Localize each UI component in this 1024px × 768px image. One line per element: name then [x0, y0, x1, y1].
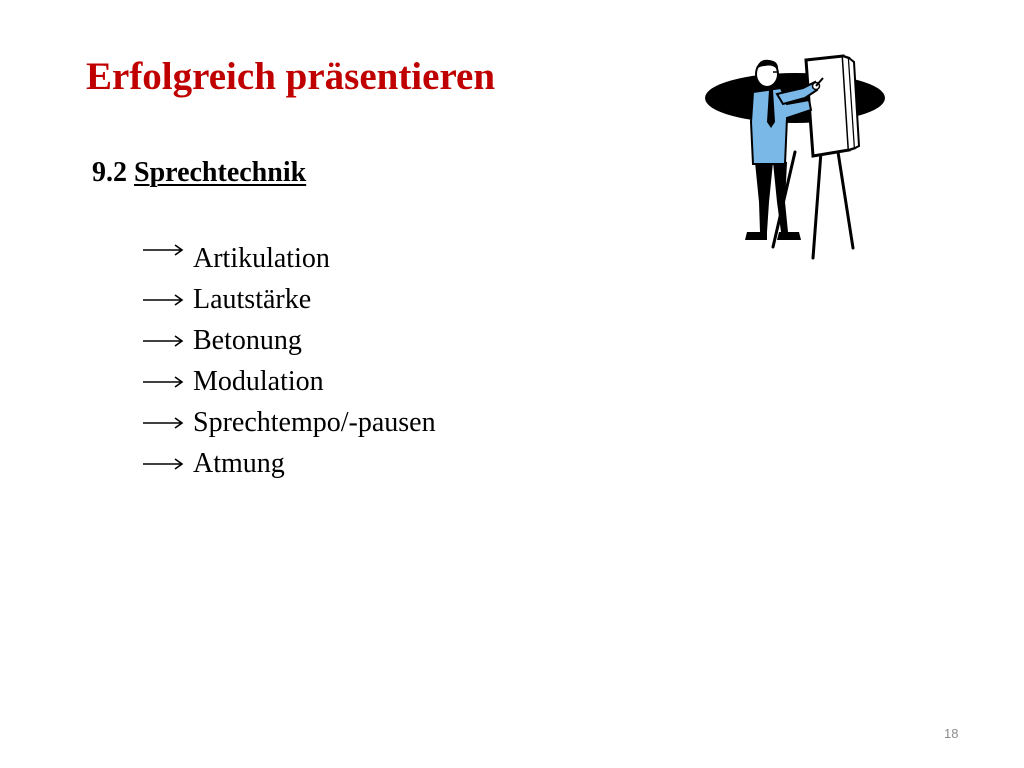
section-heading [92, 157, 306, 189]
presenter-flipchart-illustration [703, 52, 887, 264]
list-item-label: Atmung [193, 447, 285, 479]
long-right-arrow-icon [142, 375, 186, 389]
list-item [142, 402, 436, 443]
long-right-arrow-icon [142, 334, 186, 348]
list-item [142, 320, 436, 361]
list-item-label: Artikulation [193, 242, 330, 274]
list-item-label: Sprechtempo/-pausen [193, 406, 436, 438]
slide-title: Erfolgreich präsentieren [86, 55, 496, 98]
long-right-arrow-icon [142, 293, 186, 307]
list-item [142, 361, 436, 402]
presenter-legs [745, 162, 801, 240]
flipchart-pad [806, 56, 859, 156]
presenter-head [756, 60, 778, 87]
topic-list [142, 238, 436, 484]
section-number: 9.2 [92, 157, 127, 188]
page-number: 18 [944, 726, 959, 741]
list-item [142, 238, 436, 279]
list-item-label: Lautstärke [193, 283, 312, 315]
list-item [142, 279, 436, 320]
list-item-label: Modulation [193, 365, 324, 397]
section-title: Sprechtechnik [134, 157, 307, 188]
long-right-arrow-icon [142, 243, 186, 257]
long-right-arrow-icon [142, 416, 186, 430]
list-item [142, 443, 436, 484]
list-item-label: Betonung [193, 324, 302, 356]
long-right-arrow-icon [142, 457, 186, 471]
